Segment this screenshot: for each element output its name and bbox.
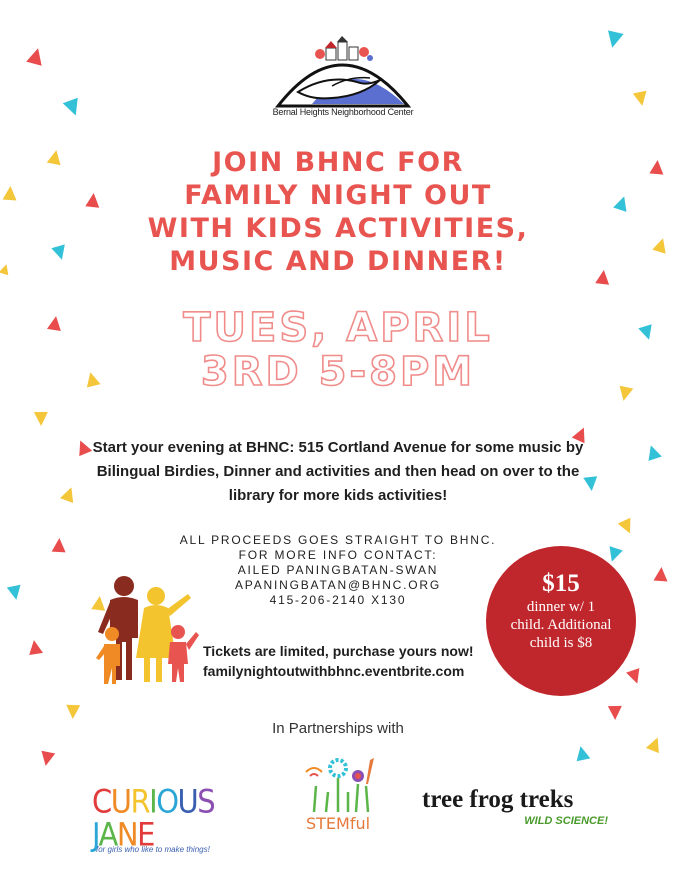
confetti-triangle [3, 186, 18, 201]
curious-jane-tagline: for girls who like to make things! [96, 845, 210, 854]
curious-jane-logo [92, 782, 272, 854]
curious-jane-letter: S [197, 782, 215, 821]
curious-jane-letter: N [116, 815, 138, 854]
eventbrite-link[interactable]: familynightoutwithbhnc.eventbrite.com [203, 663, 465, 679]
confetti-triangle [646, 735, 664, 753]
partners-heading: In Partnerships with [272, 720, 404, 737]
confetti-triangle [39, 751, 55, 767]
contact-info [150, 533, 526, 608]
confetti-triangle [654, 567, 669, 582]
tree-frog-treks-tagline: WILD SCIENCE! [524, 815, 608, 827]
time-line: 3RD 5-8PM [200, 349, 476, 395]
confetti-triangle [34, 412, 48, 426]
logo-caption: Bernal Heights Neighborhood Center [272, 107, 414, 117]
headline [60, 146, 616, 278]
price-amount: $15 [542, 570, 580, 597]
headline-line: MUSIC AND DINNER! [169, 246, 507, 277]
bhnc-logo [272, 34, 414, 126]
confetti-triangle [26, 46, 46, 66]
tree-frog-treks-logo [422, 786, 622, 834]
confetti-triangle [60, 485, 78, 503]
curious-jane-letter: R [130, 782, 150, 821]
confetti-triangle [626, 668, 644, 686]
stemful-wordmark: STEMful [305, 814, 371, 833]
confetti-triangle [604, 30, 623, 49]
curious-jane-letter: O [156, 782, 178, 821]
curious-jane-letter: U [177, 782, 198, 821]
stemful-flowers-icon [296, 756, 380, 816]
headline-line: WITH KIDS ACTIVITIES, [147, 213, 529, 244]
curious-jane-letter: E [137, 815, 154, 854]
contact-phone: 415-206-2140 X130 [269, 593, 407, 607]
event-description: Start your evening at BHNC: 515 Cortland Avenue for some music by Bilingual Birdies, Dinner and activities and then head on over to the library for more kids activities! [92, 439, 584, 504]
curious-jane-letter: A [98, 815, 117, 854]
event-date [60, 306, 616, 394]
confetti-triangle [652, 236, 669, 253]
family-icon [92, 572, 202, 690]
curious-jane-letter: U [110, 782, 131, 821]
family-illustration [92, 572, 202, 690]
confetti-triangle [638, 324, 655, 341]
headline-line: FAMILY NIGHT OUT [184, 180, 492, 211]
bhnc-logo-graphic [272, 34, 414, 110]
date-line: TUES, APRIL [183, 305, 493, 351]
confetti-triangle [617, 386, 634, 403]
confetti-triangle [633, 91, 649, 107]
confetti-triangle [27, 639, 43, 655]
stemful-logo [296, 756, 380, 846]
curious-jane-letter: C [92, 782, 111, 821]
confetti-triangle [66, 705, 80, 719]
tree-frog-treks-wordmark: tree frog treks [422, 786, 574, 813]
confetti-triangle [608, 706, 622, 720]
price-badge [486, 546, 636, 696]
curious-jane-letter: J [92, 815, 99, 854]
confetti-triangle [649, 159, 664, 174]
confetti-triangle [618, 518, 637, 537]
contact-name: AILED PANINGBATAN-SWAN [237, 563, 439, 577]
confetti-triangle [52, 538, 67, 553]
confetti-triangle [0, 263, 11, 275]
contact-heading: FOR MORE INFO CONTACT: [238, 548, 438, 562]
confetti-triangle [605, 546, 623, 564]
tickets-text: Tickets are limited, purchase yours now! [203, 643, 474, 659]
contact-email[interactable]: APANINGBATAN@BHNC.ORG [235, 578, 441, 592]
price-detail: dinner w/ 1 child. Additional child is $8 [510, 599, 612, 651]
headline-line: JOIN BHNC FOR [212, 147, 464, 178]
proceeds-line: ALL PROCEEDS GOES STRAIGHT TO BHNC. [179, 533, 497, 547]
curious-jane-letter: I [149, 782, 157, 821]
confetti-triangle [7, 585, 23, 601]
tickets-info [203, 641, 474, 681]
confetti-triangle [63, 98, 84, 119]
confetti-triangle [644, 443, 662, 461]
curious-jane-wordmark [92, 782, 272, 854]
confetti-triangle [574, 745, 591, 762]
